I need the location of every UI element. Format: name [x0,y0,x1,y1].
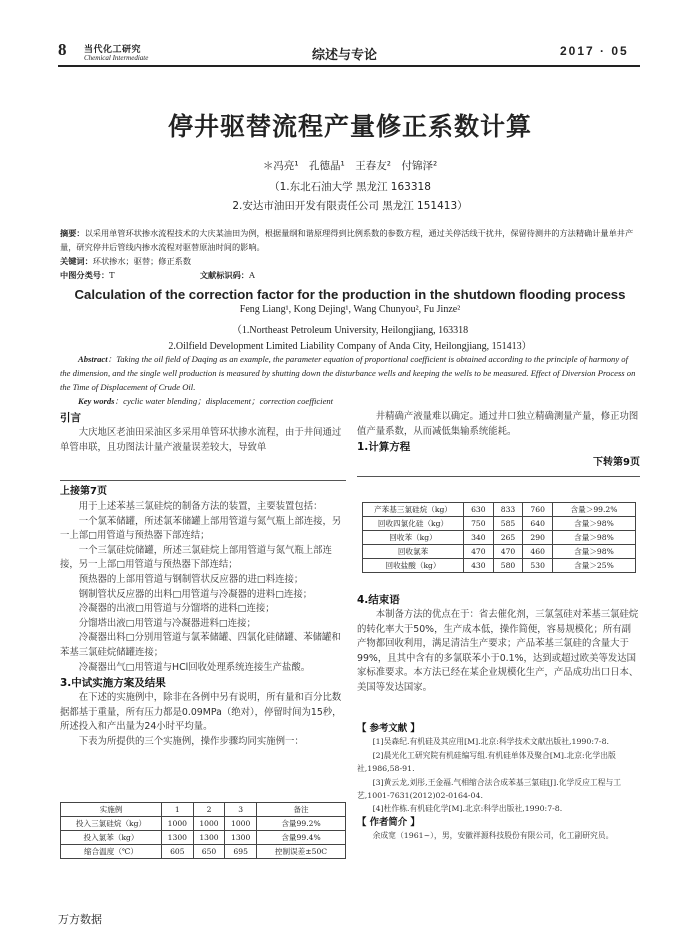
affiliation-en-1: （1.Northeast Petroleum University, Heilongjiang, 163318 [231,325,469,336]
table-row [363,503,636,517]
table-row [363,559,636,573]
keywords-en-text: cyclic water blending；displacement；correction coefficient [123,396,334,406]
table-cell: 投入三氯硅烷（kg） [61,817,162,831]
table-cell: 控制误差±50C [257,845,346,859]
section-3-para-1: 在下述的实施例中，除非在各例中另有说明，所有量和百分比数据都基于重量，所有压力都是0.09MPa（绝对），停留时间为15秒，所述投入和产出量为24小时平均量。 [60,692,342,733]
table-cell: 实施例 [61,803,162,817]
class-value: T [109,270,115,280]
table-cell: 含量＞98% [553,531,636,545]
table-cell: 265 [493,531,523,545]
keywords-cn-text: 环状掺水；驱替；修正系数 [92,256,192,266]
conclusion-text: 本制备方法的优点在于：省去催化剂，三氯氢硅对苯基三氯硅烷的转化率大于50%，生产成本低，操作简便，容易规模化；所有副产物都回收利用，满足清洁生产要求；产品苯基三氯硅的含量大于99%，且其中含有的多氯联苯小于0.1%，达到或超过欧美等发达国家标准要求。本方法已经在某企业规模化生产，产品成功出口日本、美国等发达国家。 [357,609,639,693]
section-3-heading: 3.中试实施方案及结果 [60,677,166,690]
table-cell: 3 [225,803,257,817]
abstract-en: Abstract：Taking the oil field of Daqing as an example, the parameter equation of proportional coefficient is obtained according to the principle of harmony of the dimension, and the single well production is measured by shutting down the disturbance wells and keeping the wells to be measured. Effect of Diversion Process on the Time of Displacement of Crude Oil. [60,354,636,392]
author-bio-text: 余成宽（1961~），男，安徽祥源科技股份有限公司，化工副研究员。 [372,831,614,841]
left-column-rule [60,480,346,481]
header-rule [58,65,640,67]
reference-item: [3]黄云龙,刘彤,王金福.气相缩合法合成苯基三氯硅[J].化学反应工程与工艺,1001-7631(2012)02-0164-04. [357,777,622,801]
table-cell: 回收氯苯 [363,545,464,559]
table-cell: 430 [464,559,494,573]
table-cell: 投入氯苯（kg） [61,831,162,845]
table-cell: 760 [523,503,553,517]
left-para-2: 一个氯苯储罐，所述氯苯储罐上部用管道与氮气瓶上部连接，另一上部□用管道与预热器下部连结； [60,515,342,542]
table-cell: 含量＞25% [553,559,636,573]
conclusion-section [357,592,640,696]
journal-name-cn: 当代化工研究 [84,45,142,55]
table-cell: 605 [162,845,194,859]
section-title: 综述与专论 [312,48,378,63]
table-cell: 1000 [225,817,257,831]
left-para-4: 预热器的上部用管道与钢制管状反应器的进□料连接； [78,573,304,585]
table-row [363,517,636,531]
authors-en: Feng Liang¹, Kong Dejing¹, Wang Chunyou², Fu Jinze² [239,304,461,315]
table-cell: 470 [464,545,494,559]
table-cell: 833 [493,503,523,517]
table-cell: 产苯基三氯硅烷（kg） [363,503,464,517]
table-row [363,531,636,545]
table-cell: 1300 [162,831,194,845]
abstract-cn-label: 摘要： [60,228,85,238]
intro-left [60,410,346,455]
doc-code-value: A [248,270,255,280]
left-para-7: 分馏塔出液□用管道与冷凝器进料□连接； [78,617,256,629]
table-row [61,831,346,845]
table-cell: 含量＞98% [553,517,636,531]
table-cell: 650 [193,845,225,859]
reference-item: [1]吴森纪.有机硅及其应用[M].北京:科学技术文献出版社,1990:7-8. [372,737,610,747]
section-1-heading: 1.计算方程 [357,441,411,454]
keywords-cn-label: 关键词： [60,256,93,266]
article-title-en: Calculation of the correction factor for the production in the shutdown flooding process [74,287,626,302]
abstract-cn-text: 以采用单管环状掺水流程技术的大庆某油田为例，根据量纲和谐原理得到比例系数的参数方程，通过关停活线干扰井，保留待测井的方法精确计量单井产量，研究停井后管线内掺水流程对驱替原油时间的影响。 [60,228,634,252]
left-para-1: 用于上述苯基三氯硅烷的制备方法的装置，主要装置包括： [78,501,323,512]
table-cell: 460 [523,545,553,559]
section-3-para-2: 下表为所提供的三个实施例，操作步骤均同实施例一： [78,735,304,747]
from-page-label: 上接第7页 [60,486,107,497]
table-row [363,545,636,559]
authors-cn: ＊冯亮¹ 孔德晶¹ 王春友² 付锦泽² [262,160,438,172]
issue-label: 2017 · 05 [560,44,629,58]
table-cell: 470 [493,545,523,559]
page-number: 8 [58,40,67,59]
table-row [61,845,346,859]
article-title-cn: 停井驱替流程产量修正系数计算 [167,112,532,141]
table-cell: 回收四氯化硅（kg） [363,517,464,531]
intro-right-text: 井精确产液量难以确定。通过井口独立精确测量产量，修正功图值产量系数，从而减低集输系统能耗。 [357,411,639,437]
left-para-8: 冷凝器出料□分别用管道与氯苯储罐、四氯化硅储罐、苯储罐和苯基三氯硅烷储罐连接； [60,632,341,658]
table-cell: 2 [193,803,225,817]
table-cell: 备注 [257,803,346,817]
table-cell: 630 [464,503,494,517]
table-cell: 含量99.4% [257,831,346,845]
left-para-3: 一个三氯硅烷储罐，所述三氯硅烷上部用管道与氮气瓶上部连接，另一上部□用管道与预热器下部连结； [60,544,332,571]
classification-line [60,268,640,282]
table-cell: 1300 [193,831,225,845]
author-bio-heading: 【 作者简介 】 [357,816,420,828]
table-2 [362,502,636,573]
abstract-en-label: Abstract [78,354,108,364]
table-cell: 640 [523,517,553,531]
left-para-6: 冷凝器的出液□用管道与分馏塔的进料□连接； [78,603,275,615]
table-cell: 1000 [193,817,225,831]
intro-heading: 引言 [60,412,81,424]
continued-rule [357,476,640,477]
abstract-en-text: Taking the oil field of Daqing as an example, the parameter equation of proportional coefficient is obtained according to the principle of harmony of the dimension, and the single well production is measured by shutting down the disturbance wells and keeping the wells to be measured. Effect of Diversion Process on the Time of Displacement of Crude Oil. [60,354,636,392]
footer-watermark: 万方数据 [58,913,102,926]
keywords-en: Key words：cyclic water blending；displacement；correction coefficient [78,396,334,406]
affiliation-cn-1: （1.东北石油大学 黑龙江 163318 [269,181,431,193]
reference-item: [4]杜作栋.有机硅化学[M].北京:科学出版社,1990:7-8. [372,804,563,814]
intro-right [357,410,640,471]
continued-label: 下转第9页 [593,457,640,469]
table-cell: 585 [493,517,523,531]
journal-name-en: Chemical Intermediate [84,54,149,62]
table-cell: 回收盐酸（kg） [363,559,464,573]
doc-code-label: 文献标识码： [199,270,249,280]
table-cell: 含量＞99.2% [553,503,636,517]
table-cell: 回收苯（kg） [363,531,464,545]
intro-left-text: 大庆地区老油田采油区多采用单管环状掺水流程，由于井间通过单管串联，且功图法计量产液量误差较大，导致单 [60,427,342,453]
table-1 [60,802,346,859]
left-para-5: 钢制管状反应器的出料□用管道与冷凝器的进料□连接； [78,588,313,600]
table-cell: 含量＞98% [553,545,636,559]
abstract-cn [60,226,640,254]
affiliation-en-2: 2.Oilfield Development Limited Liability Company of Anda City, Heilongjiang, 151413） [168,341,532,352]
affiliation-cn-2: 2.安达市油田开发有限责任公司 黑龙江 151413） [232,200,468,212]
left-para-9: 冷凝器出气□用管道与HCl回收处理系统连接生产盐酸。 [78,661,311,673]
table-1-header [61,803,346,817]
keywords-cn [60,254,640,268]
table-cell: 1 [162,803,194,817]
table-cell: 缩合温度（℃） [61,845,162,859]
table-cell: 695 [225,845,257,859]
table-cell: 750 [464,517,494,531]
keywords-en-label: Key words [78,396,115,406]
references-heading: 【 参考文献 】 [357,723,420,734]
table-cell: 580 [493,559,523,573]
reference-item: [2]晨光化工研究院有机硅编写组.有机硅单体及聚合[M].北京:化学出版社,1986,58-91. [357,750,616,774]
left-column [60,484,346,750]
table-cell: 340 [464,531,494,545]
table-cell: 含量99.2% [257,817,346,831]
table-cell: 1000 [162,817,194,831]
references-section [357,722,640,843]
class-label: 中图分类号： [60,270,110,280]
table-row [61,817,346,831]
section-4-heading: 4.结束语 [357,594,400,606]
table-cell: 1300 [225,831,257,845]
table-cell: 290 [523,531,553,545]
table-cell: 530 [523,559,553,573]
